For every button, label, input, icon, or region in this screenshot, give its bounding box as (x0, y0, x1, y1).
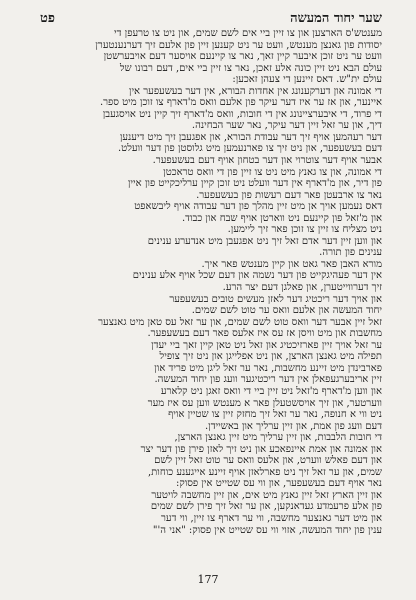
text-line: ניט מצליח צו זיין צו זוכן פאר זיך ליימען. (227, 224, 382, 236)
text-line: און מ'זאל פון קיינעם ניט ווארטן אויף שבח און כבוד. (181, 212, 382, 224)
running-head (40, 10, 382, 26)
body-text (40, 28, 382, 536)
text-line: נאר אויף דעם בעשעפער, און ווי עס שטייט אין פסוק: (175, 478, 382, 490)
text-line: תפילה מיט גאנצן הארצן, און ניט אפלייגן און ניט זיך צופיל (159, 351, 382, 363)
text-line: זיין אריבערגעפאלן אין דער ריכטיגער וועג פון יחוד המעשה. (154, 374, 382, 386)
text-line: דער רעהמען אויף זיך דער עבודת הבורא, און אפגעבן זיך מיט דיענען (119, 131, 382, 143)
page-number: 177 (197, 573, 219, 586)
text-line: עולם ית"ש. דאס זיינען די צעהן זאכען: (232, 74, 382, 86)
text-line: איינער, און אז ער איז דער עיקר פון אלעם וואס מ'דארף צו זוכן מיט ספר. (99, 97, 382, 109)
text-line: פון אלע פרעמדע געדאנקען, און ער זאל זיך פירן לשם שמים (150, 501, 382, 513)
text-line: מענטש'ס הארצען און צו זיין ביי אים לשם שמים, און ניט צו טרעפן די (114, 28, 382, 39)
text-line: יסודות פון גאנצן מענטש, וועט ער ניט קענען זיין פון אלעם זיך דערנענטערן (95, 39, 382, 51)
text-line: דעם בעשעפער, און ניט זיך צו פארנעמען מיט גלוסטן פון דער וועלט. (117, 143, 382, 155)
text-line: שמים, און ער זאל זיך ניט פארלאזן אויף זיינע אייגענע כוחות, (147, 466, 382, 478)
text-line: און ווען מ'דארף מ'זאל ניט זיין ביי די וואס זאגן ניט קלארע (160, 385, 382, 397)
text-line: דאס נעמען אויך אן מיט זיין מהלך פון דער עבודה אויף ליבשאפט (134, 201, 382, 213)
text-line: און מיט דער גאנצער מחשבה, ווי ער דארף צו זיין, ווי דער (161, 512, 382, 524)
text-line: ענין פון יחוד המעשה, אזוי ווי עס שטייט אין פסוק: "אני ה'" (152, 524, 382, 536)
text-line: די אמונה און דערקענונג אין אחדות הבורא, אין דער בעשעפער אין (128, 85, 382, 97)
text-line: ווערטער, און זיך אויסשטעלן פאר א מענטש ווען עס איז מער (147, 397, 382, 409)
text-line: ער זאל אויך זיין פארזיכטיג און זאל ניט טאן קיין זאך ביי יעדן (151, 339, 382, 351)
text-line: מחשבות און מיט וויסן אז עס איז אלעס פאר דעם בעשעפער. (147, 328, 382, 340)
text-line: זאל זיין אבער דער וואס טוט לשם שמים, און ער זאל עס טאן מיט גאנצער (98, 316, 382, 328)
text-line: די פרוד, די איבערציינונג אין די חובות, וואס מ'דארף זיך קיין ניט אויסגעבן (102, 108, 382, 120)
text-line: מורא האבן פאר גאט און קיין מענטש פאר איך. (201, 258, 382, 270)
text-line: און אמונה און אמת איינפאכע און ניט זיך לאזן פירן פון דער יצר (140, 443, 382, 455)
text-line: פארבינדן מיט זיינע מחשבות, נאר ער זאל ליגן מיט פריד און (154, 362, 382, 374)
text-line: און ווען זיין דער אדם זאל זיך ניט אפגעבן מיט אנדערע ענינים (147, 235, 382, 247)
text-line: די אמונה, און צו גאנץ מיט ניט צו זיין פון די וואס טראכטן (163, 166, 382, 178)
text-line: אין דער פעהיגקייט פון דער נשמה און דעם שכל אויף אלע ענינים (132, 270, 382, 282)
text-line: דעם וועג פון אמת, און זיין ערליך און באשיידן. (204, 420, 382, 432)
text-line: פון דיר, און מ'דארף אין דער וועלט ניט זוכן קיין ערליכקייט פון איין (127, 178, 382, 190)
text-line: זיך דערווייטערן, און פאלגן דעם יצר הרע. (222, 282, 382, 294)
text-line: אבער אויף דער צוטרוי און דער בטחון אויף דעם בעשעפער. (152, 155, 382, 167)
text-line: דיך, און ער זאל זיין דער עיקר, נאר שער הבחינה. (191, 120, 382, 132)
text-line: און זיין הארץ זאל זיין גאנץ מיט אים, און זיין מחשבה לויטער (151, 489, 382, 501)
text-line: נאר צו ארבעטן פאר דעם רעשות פון בעשעפער. (196, 189, 382, 201)
text-line: און דעם פאלש ווערט, און אלעס וואס ער טוט זאל זיין לשם (154, 455, 382, 467)
text-line: און אויך דער ריכטיג דער לאזן מעשים טובים בעשעפער (169, 293, 382, 305)
text-line: יחוד המעשה און אלעם וואס ער טוט לשם שמים. (191, 305, 382, 317)
text-line: וועט ער ניט זוכן איבער קיין זאך, נאר צו קיינעם אויסער דעם אויבערשטן (103, 51, 382, 63)
folio-number: פט (40, 11, 55, 26)
text-line: ניט ווי א חנופה, נאר ער זאל זיך מחזק זיין צו שטיין אויף (168, 409, 382, 421)
text-line: ענינים פון תורה. (319, 247, 382, 259)
text-line: די חובות הלבבות, און זיין ערליך מיט זיין גאנצן הארצן, (174, 432, 382, 444)
text-line: עולם הבא ניט זיין כונה אלע זאכן, נאר צו זיין ביי אים, דעם רבונו של (119, 62, 382, 74)
running-head-title: שער יחוד המעשה (290, 11, 382, 26)
